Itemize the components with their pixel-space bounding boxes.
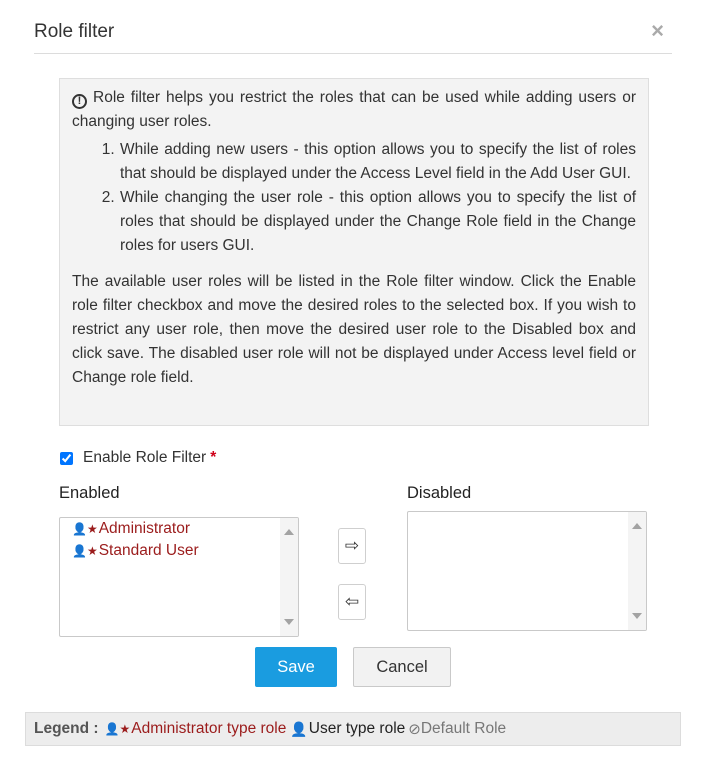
move-to-enabled-button[interactable]: ⇦ xyxy=(338,584,366,620)
role-name: Standard User xyxy=(98,542,199,559)
no-entry-icon: ⊘ xyxy=(408,721,421,738)
dialog-title: Role filter xyxy=(34,21,115,42)
dialog-header xyxy=(34,0,672,54)
scrollbar[interactable] xyxy=(628,512,646,630)
list-item[interactable] xyxy=(72,540,278,562)
info-list-item: 1. While adding new users - this option allows you to specify the list of roles that should be displayed under the Access Level field in the Add User GUI. xyxy=(119,138,636,186)
enable-role-filter-row xyxy=(60,449,216,467)
enable-role-filter-checkbox[interactable] xyxy=(60,452,73,465)
list-item[interactable] xyxy=(72,518,278,540)
user-icon: 👤 xyxy=(290,720,308,737)
info-circle-icon: ! xyxy=(72,94,87,109)
info-panel xyxy=(59,78,649,426)
scrollbar[interactable] xyxy=(280,518,298,636)
legend-admin-label: Administrator type role xyxy=(131,720,287,737)
close-icon[interactable]: × xyxy=(651,18,664,43)
scroll-up-icon[interactable] xyxy=(284,529,294,535)
cancel-button[interactable]: Cancel xyxy=(353,647,451,687)
legend-user-label: User type role xyxy=(308,720,406,737)
enabled-roles-items xyxy=(72,518,278,562)
save-button[interactable]: Save xyxy=(255,647,337,687)
legend-title: Legend : xyxy=(34,720,99,737)
scroll-down-icon[interactable] xyxy=(632,613,642,619)
info-description: The available user roles will be listed in the Role filter window. Click the Enable role filter checkbox and move the desired roles to the selected box. If you wish to restrict any user role, then move the desired user role to the Disabled box and click save. The disabled user role will not be displayed under Access level field or Change role field. xyxy=(72,273,636,386)
admin-user-icon: 👤★ xyxy=(72,522,98,536)
scroll-up-icon[interactable] xyxy=(632,523,642,529)
info-intro-paragraph xyxy=(72,86,636,134)
move-to-disabled-button[interactable]: ⇨ xyxy=(338,528,366,564)
legend-default-label: Default Role xyxy=(420,720,507,737)
enabled-list-label: Enabled xyxy=(59,484,120,502)
required-mark: * xyxy=(210,449,217,466)
info-list xyxy=(72,138,636,258)
admin-user-icon: 👤★ xyxy=(72,544,98,558)
scroll-down-icon[interactable] xyxy=(284,619,294,625)
info-list-item: 2. While changing the user role - this option allows you to specify the list of roles that should be displayed under the Change Role field in the Change roles for users GUI. xyxy=(119,186,636,258)
enable-role-filter-label[interactable]: Enable Role Filter xyxy=(83,449,207,466)
role-name: Administrator xyxy=(98,520,191,537)
disabled-list-label: Disabled xyxy=(407,484,472,502)
enabled-roles-listbox[interactable] xyxy=(59,517,299,637)
legend-bar xyxy=(25,712,681,746)
admin-user-icon: 👤★ xyxy=(104,722,131,736)
info-intro: Role filter helps you restrict the roles that can be used while adding users or changing user roles. xyxy=(72,89,636,130)
disabled-roles-listbox[interactable] xyxy=(407,511,647,631)
